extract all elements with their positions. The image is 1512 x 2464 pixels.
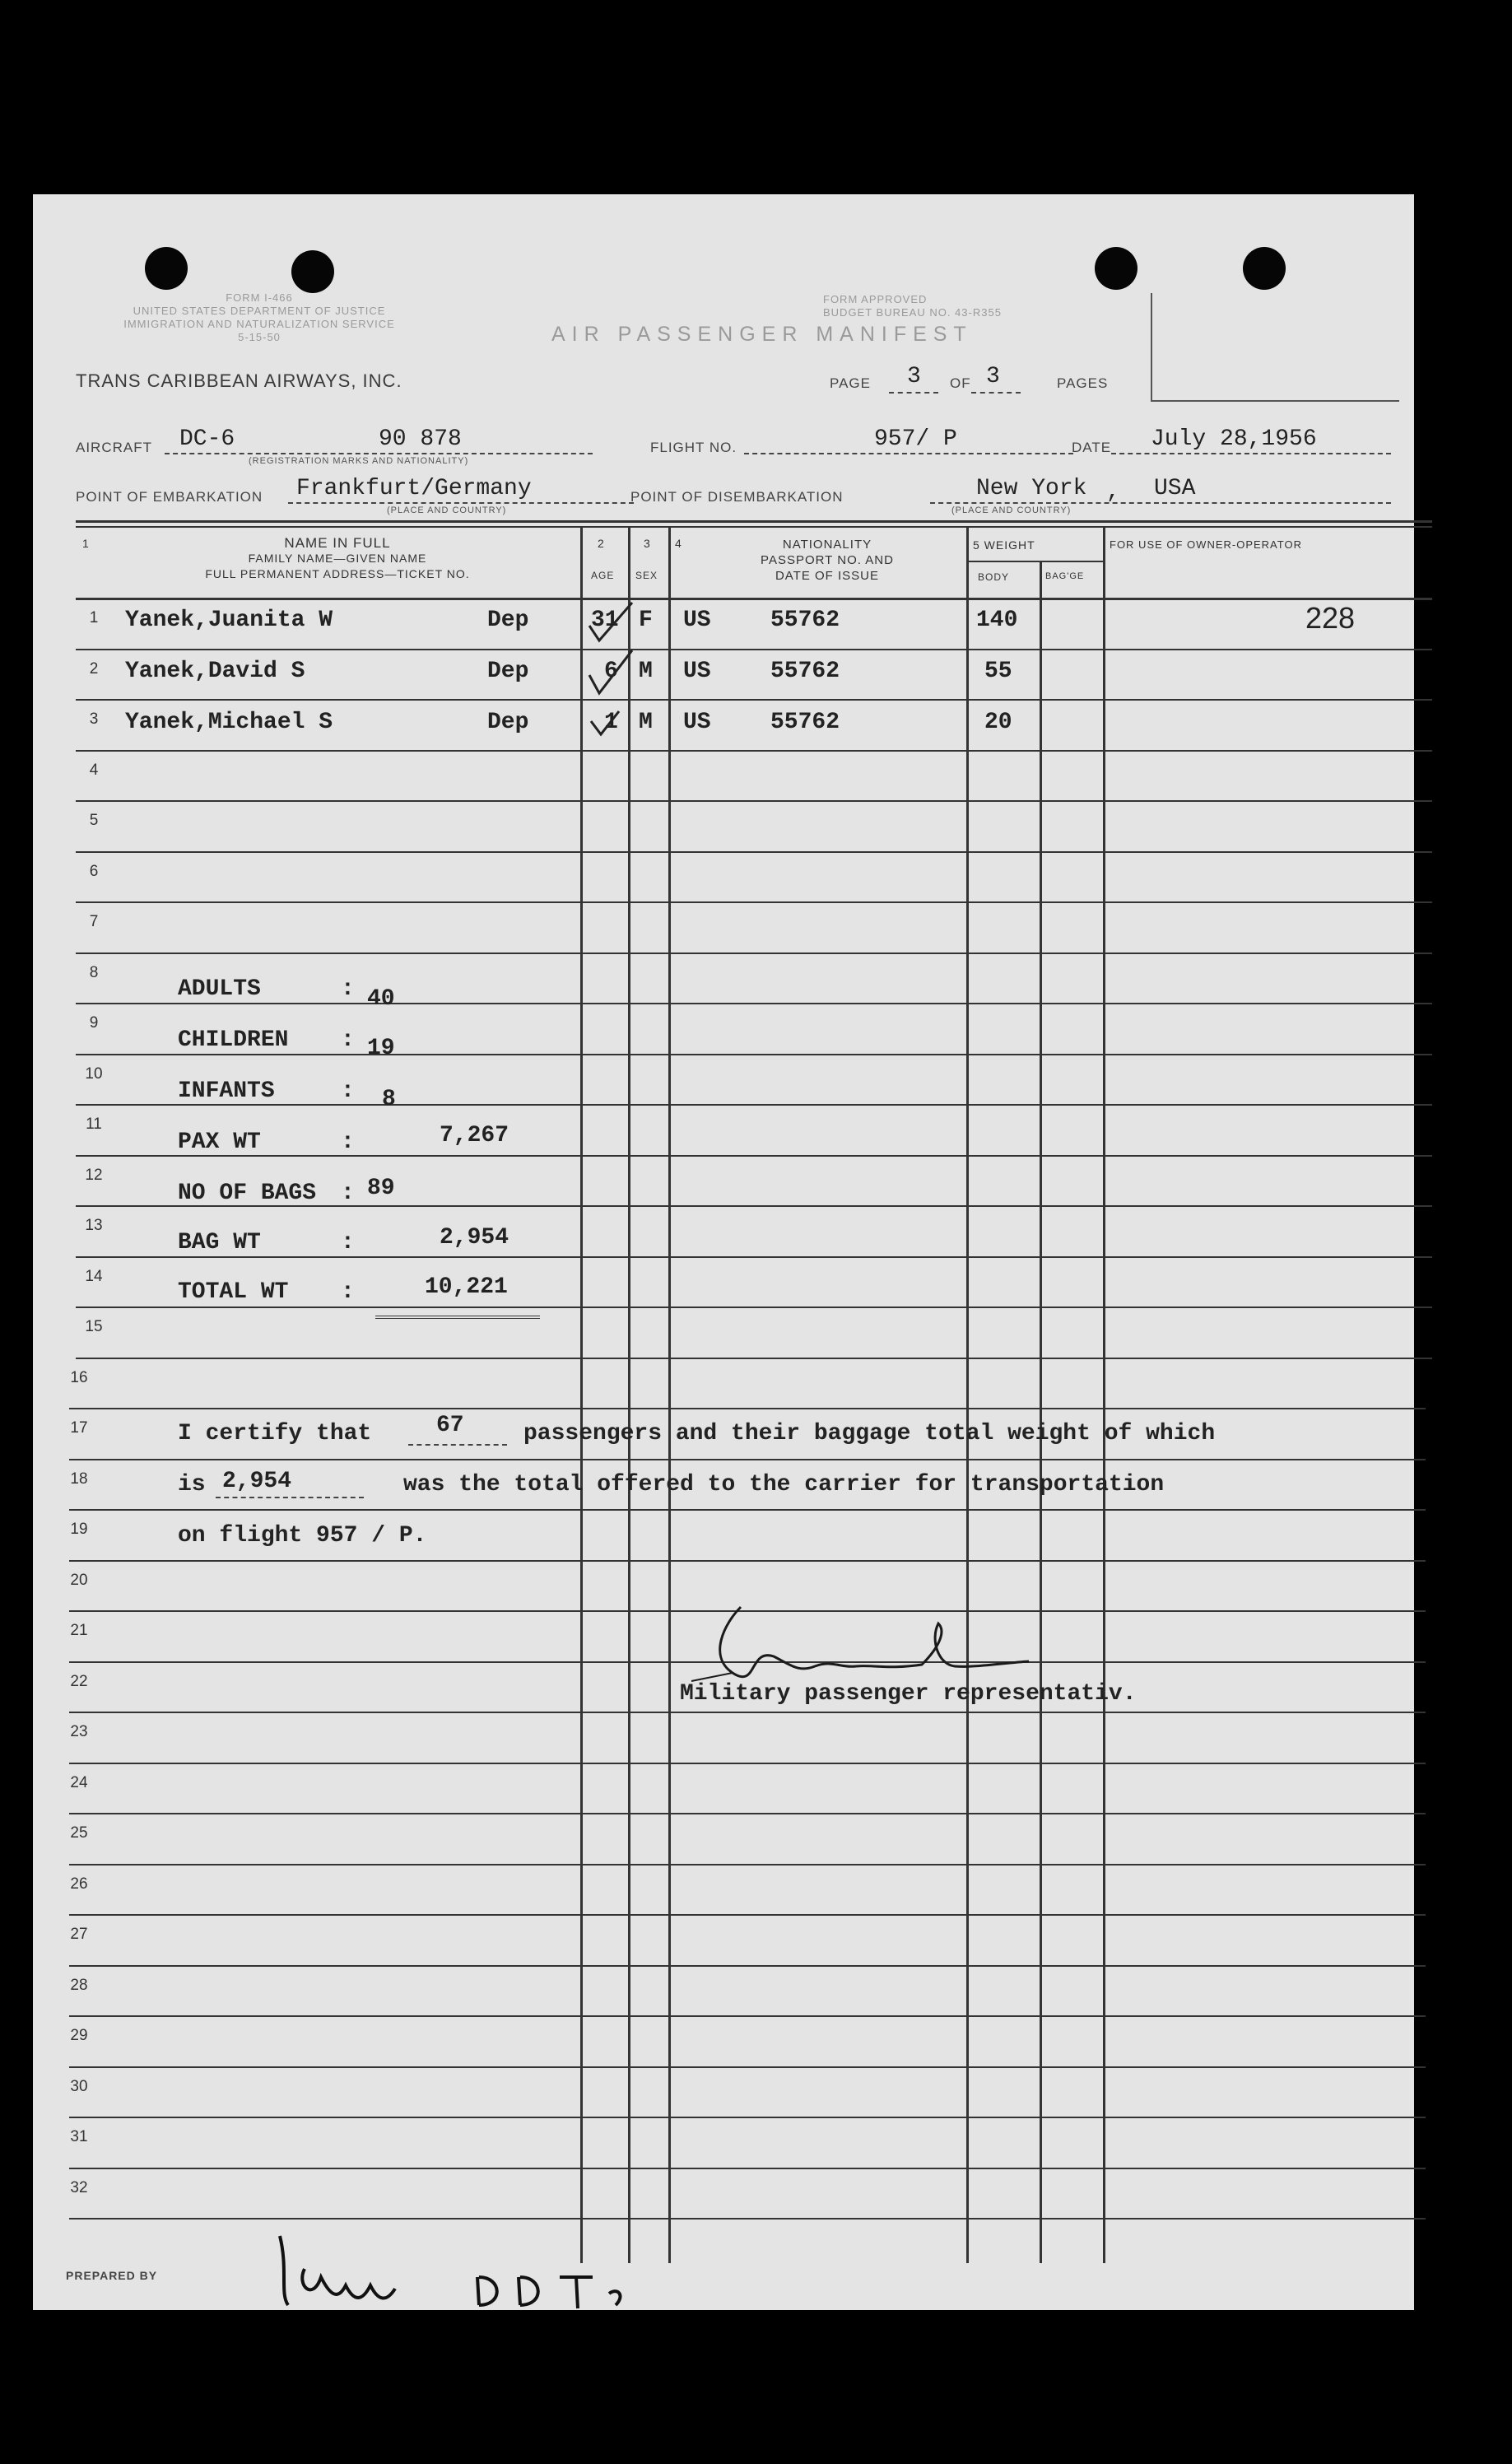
row-rule [69,1965,1426,1967]
aircraft-label: AIRCRAFT [76,440,152,455]
summary-colon: : [341,1027,355,1053]
passenger-address: Dep [487,608,529,633]
row-number: 8 [89,964,99,981]
disembark-sep: , [1106,479,1120,505]
header-bottom-rule [76,598,1432,600]
row-number: 17 [70,1419,88,1437]
summary-value: 40 [367,986,395,1012]
summary-colon: : [341,1078,355,1104]
passenger-age: 31 [591,608,619,633]
passenger-count-underline [408,1444,507,1446]
pages-underline [971,392,1021,394]
department: UNITED STATES DEPARTMENT OF JUSTICE [133,305,386,317]
manifest-sheet [33,194,1414,2310]
col1-number: 1 [82,537,90,550]
summary-label: BAG WT [178,1230,261,1255]
weight-header: 5 WEIGHT [973,538,1035,552]
baggage-header: BAG'GE [1045,571,1085,581]
col-divider-age [628,528,630,2263]
page-label: PAGE [830,375,871,391]
row-number: 30 [70,2078,88,2095]
punch-hole [291,250,334,293]
row-rule [69,1459,1426,1460]
aircraft-type: DC-6 [179,426,235,452]
registration-caption: (REGISTRATION MARKS AND NATIONALITY) [249,456,469,466]
passenger-name: Yanek,Juanita W [125,608,333,633]
summary-label: CHILDREN [178,1027,289,1053]
age-check-marks [583,598,665,754]
passenger-sex: F [639,608,653,633]
row-rule [69,2066,1426,2068]
nat-header-line1: NATIONALITY [782,538,872,552]
summary-colon: : [341,976,355,1002]
row-rule [69,2015,1426,2017]
manifest-title: AIR PASSENGER MANIFEST [551,323,973,346]
row-rule [69,1408,1426,1409]
row-number: 2 [89,660,99,678]
row-rule [76,1054,1432,1055]
budget-bureau-no: BUDGET BUREAU NO. 43-R355 [823,306,1002,319]
certify-text-4: was the total offered to the carrier for transportation [403,1472,1165,1497]
flight-underline [744,453,1073,454]
row-rule [69,2168,1426,2169]
prepared-by-label: PREPARED BY [66,2269,158,2282]
passenger-passport: 55762 [770,608,840,633]
row-number: 11 [86,1116,102,1133]
service: IMMIGRATION AND NATURALIZATION SERVICE [123,318,395,330]
row-rule [69,1509,1426,1511]
pages-label: PAGES [1057,375,1109,391]
passenger-address: Dep [487,710,529,735]
passenger-body-weight: 20 [984,710,1012,735]
passenger-nationality: US [683,710,711,735]
row-number: 12 [85,1167,103,1184]
passenger-sex: M [639,659,653,684]
row-number: 22 [70,1673,88,1690]
row-number: 1 [89,609,99,626]
col-divider-name [580,528,583,2263]
form-approval [823,293,1070,319]
row-number: 21 [70,1622,88,1639]
summary-label: TOTAL WT [178,1279,289,1305]
embarkation-caption: (PLACE AND COUNTRY) [387,505,507,515]
summary-value: 19 [367,1036,395,1061]
row-rule [76,901,1432,903]
nat-header-line3: DATE OF ISSUE [775,569,880,583]
registration: 90 878 [379,426,462,452]
owner-operator-header: FOR USE OF OWNER-OPERATOR [1110,538,1302,551]
summary-value: 8 [382,1087,396,1112]
passenger-age: 6 [604,659,618,684]
passenger-body-weight: 140 [976,608,1018,633]
disembarkation-label: POINT OF DISEMBARKATION [630,489,844,505]
weight-header-rule [966,561,1103,562]
name-header-line1: NAME IN FULL [284,535,391,551]
stamp-box [1151,293,1399,402]
row-number: 25 [70,1824,88,1842]
col-divider-nationality [966,528,969,2263]
summary-label: ADULTS [178,976,261,1002]
punch-hole [145,247,188,290]
certified-passenger-count: 67 [436,1413,464,1438]
page-total: 3 [986,364,1000,389]
row-number: 23 [70,1723,88,1740]
name-column-header [140,535,535,582]
table-top-rule-2 [76,526,1432,528]
row-number: 20 [70,1572,88,1589]
punch-hole [1095,247,1137,290]
name-header-line2: FAMILY NAME—GIVEN NAME [248,552,427,565]
summary-colon: : [341,1279,355,1305]
summary-colon: : [341,1130,355,1155]
nat-header-line2: PASSPORT NO. AND [761,553,894,567]
row-rule [76,800,1432,802]
summary-value: 10,221 [425,1274,508,1300]
embarkation-label: POINT OF EMBARKATION [76,489,263,505]
summary-value: 89 [367,1176,395,1201]
passenger-age: 1 [604,710,618,735]
col-divider-bags [1103,528,1105,2263]
row-number: 18 [70,1470,88,1488]
row-rule [76,953,1432,954]
row-number: 14 [85,1268,103,1285]
certify-text-3: is [178,1472,206,1497]
row-rule [69,1560,1426,1562]
col3-number: 3 [644,537,651,550]
form-date: 5-15-50 [238,331,281,343]
row-number: 13 [85,1217,103,1234]
row-rule [69,1813,1426,1814]
col-divider-body [1040,561,1042,2263]
nationality-header [716,537,938,584]
passenger-nationality: US [683,608,711,633]
date-label: DATE [1072,440,1112,455]
flight-label: FLIGHT NO. [650,440,737,455]
summary-label: PAX WT [178,1130,261,1155]
certify-text-2: passengers and their baggage total weight of which [523,1421,1216,1446]
representative-title: Military passenger representativ. [680,1681,1137,1707]
body-header: BODY [978,571,1010,583]
disembarkation-underline [930,502,1391,504]
summary-value: 7,267 [440,1123,509,1148]
passenger-name: Yanek,David S [125,659,305,684]
punch-hole [1243,247,1286,290]
col-divider-sex [668,528,671,2263]
row-rule [69,1914,1426,1916]
flight-number: 957/ P [874,426,957,452]
page-underline [889,392,938,394]
row-rule [76,1104,1432,1106]
disembarkation-caption: (PLACE AND COUNTRY) [951,505,1072,515]
owner-operator-note: 228 [1305,601,1356,635]
row-number: 31 [70,2128,88,2145]
row-number: 4 [89,762,99,779]
date-underline [1111,453,1391,454]
aircraft-underline [165,453,593,454]
sex-header: SEX [635,570,658,581]
row-number: 32 [70,2179,88,2196]
row-number: 28 [70,1977,88,1994]
age-header: AGE [591,570,615,581]
passenger-body-weight: 55 [984,659,1012,684]
embarkation-underline [288,502,634,504]
certify-text-5: on flight 957 / P. [178,1523,427,1549]
row-number: 3 [89,710,99,728]
row-rule [76,750,1432,752]
passenger-address: Dep [487,659,529,684]
row-rule [76,1003,1432,1004]
passenger-passport: 55762 [770,710,840,735]
summary-colon: : [341,1230,355,1255]
flight-date: July 28,1956 [1151,426,1317,452]
row-rule [76,1358,1432,1359]
summary-colon: : [341,1181,355,1206]
row-rule [76,851,1432,853]
summary-label: INFANTS [178,1078,275,1104]
total-double-rule [375,1316,540,1319]
row-number: 7 [89,913,99,930]
table-top-rule [76,520,1432,523]
col4-number: 4 [675,537,682,550]
baggage-weight-underline [216,1497,364,1498]
row-rule [69,1712,1426,1713]
disembark-city: New York [976,476,1087,501]
summary-value: 2,954 [440,1225,509,1251]
disembark-country: USA [1154,476,1196,501]
row-rule [69,1763,1426,1764]
row-rule [76,649,1432,650]
row-number: 10 [85,1065,103,1083]
passenger-passport: 55762 [770,659,840,684]
row-number: 24 [70,1774,88,1791]
row-rule [76,1256,1432,1258]
row-number: 29 [70,2027,88,2044]
row-number: 27 [70,1926,88,1943]
passenger-sex: M [639,710,653,735]
name-header-line3: FULL PERMANENT ADDRESS—TICKET NO. [205,567,470,580]
row-number: 6 [89,863,99,880]
col2-number: 2 [598,537,605,550]
certified-baggage-weight: 2,954 [222,1469,292,1494]
carrier-name: TRANS CARIBBEAN AIRWAYS, INC. [76,370,402,391]
form-header-left [82,291,436,344]
row-rule [76,699,1432,701]
row-rule [76,1155,1432,1157]
row-number: 5 [89,812,99,829]
form-number: FORM I-466 [226,291,293,304]
certify-text-1: I certify that [178,1421,372,1446]
row-number: 26 [70,1875,88,1893]
passenger-nationality: US [683,659,711,684]
row-number: 16 [70,1369,88,1386]
row-rule [69,2117,1426,2118]
of-label: OF [950,375,971,391]
row-number: 19 [70,1521,88,1538]
summary-label: NO OF BAGS [178,1181,317,1206]
form-approved: FORM APPROVED [823,293,928,305]
row-rule [76,1307,1432,1308]
row-number: 9 [89,1014,99,1032]
passenger-name: Yanek,Michael S [125,710,333,735]
embarkation-point: Frankfurt/Germany [296,476,532,501]
row-number: 15 [85,1318,103,1335]
page-number: 3 [907,364,921,389]
row-rule [69,1864,1426,1865]
